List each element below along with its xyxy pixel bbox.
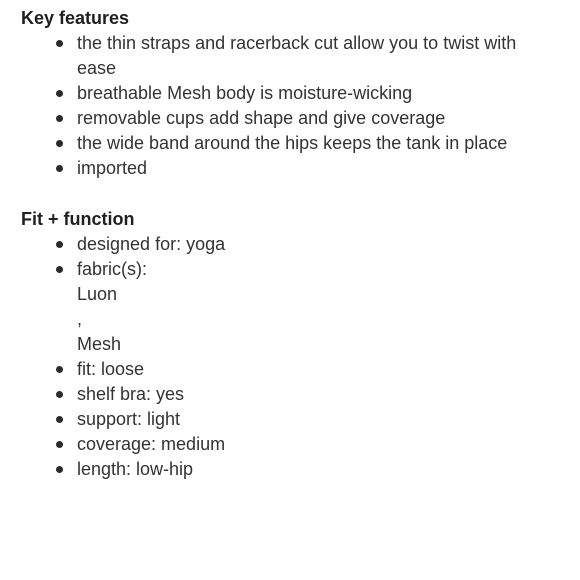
fit-function-list — [21, 232, 580, 482]
list-item — [56, 81, 517, 106]
key-features-list — [21, 31, 580, 181]
designed-for-text: designed for: yoga — [77, 234, 226, 254]
bullet-icon — [56, 366, 63, 373]
key-features-section — [21, 6, 580, 181]
fit-function-heading: Fit + function — [21, 209, 135, 229]
list-item — [56, 382, 517, 407]
list-item — [56, 432, 517, 457]
bullet-icon — [56, 391, 63, 398]
feature-text: the thin straps and racerback cut allow you to twist with ease — [77, 33, 517, 78]
fabric-value: Mesh — [77, 334, 122, 354]
feature-text: breathable Mesh body is moisture-wicking — [77, 83, 413, 103]
fabrics-label: fabric(s): — [77, 259, 148, 279]
fabric-separator: , — [77, 309, 83, 329]
list-item — [56, 106, 517, 131]
bullet-icon — [56, 140, 63, 147]
list-item — [56, 407, 517, 432]
list-item — [56, 156, 517, 181]
bullet-icon — [56, 241, 63, 248]
bullet-icon — [56, 115, 63, 122]
fabric-value: Luon — [77, 284, 118, 304]
bullet-icon — [56, 416, 63, 423]
feature-text: imported — [77, 158, 148, 178]
bullet-icon — [56, 165, 63, 172]
key-features-heading: Key features — [21, 8, 130, 28]
list-item — [56, 31, 517, 81]
list-item — [56, 131, 517, 156]
list-item — [56, 257, 517, 357]
length-text: length: low-hip — [77, 459, 194, 479]
coverage-text: coverage: medium — [77, 434, 226, 454]
shelf-bra-text: shelf bra: yes — [77, 384, 185, 404]
fit-function-section — [21, 207, 580, 482]
bullet-icon — [56, 266, 63, 273]
list-item — [56, 232, 517, 257]
support-text: support: light — [77, 409, 181, 429]
bullet-icon — [56, 441, 63, 448]
feature-text: removable cups add shape and give coverage — [77, 108, 446, 128]
bullet-icon — [56, 90, 63, 97]
bullet-icon — [56, 40, 63, 47]
list-item — [56, 357, 517, 382]
feature-text: the wide band around the hips keeps the tank in place — [77, 133, 508, 153]
bullet-icon — [56, 466, 63, 473]
list-item — [56, 457, 517, 482]
fit-text: fit: loose — [77, 359, 145, 379]
